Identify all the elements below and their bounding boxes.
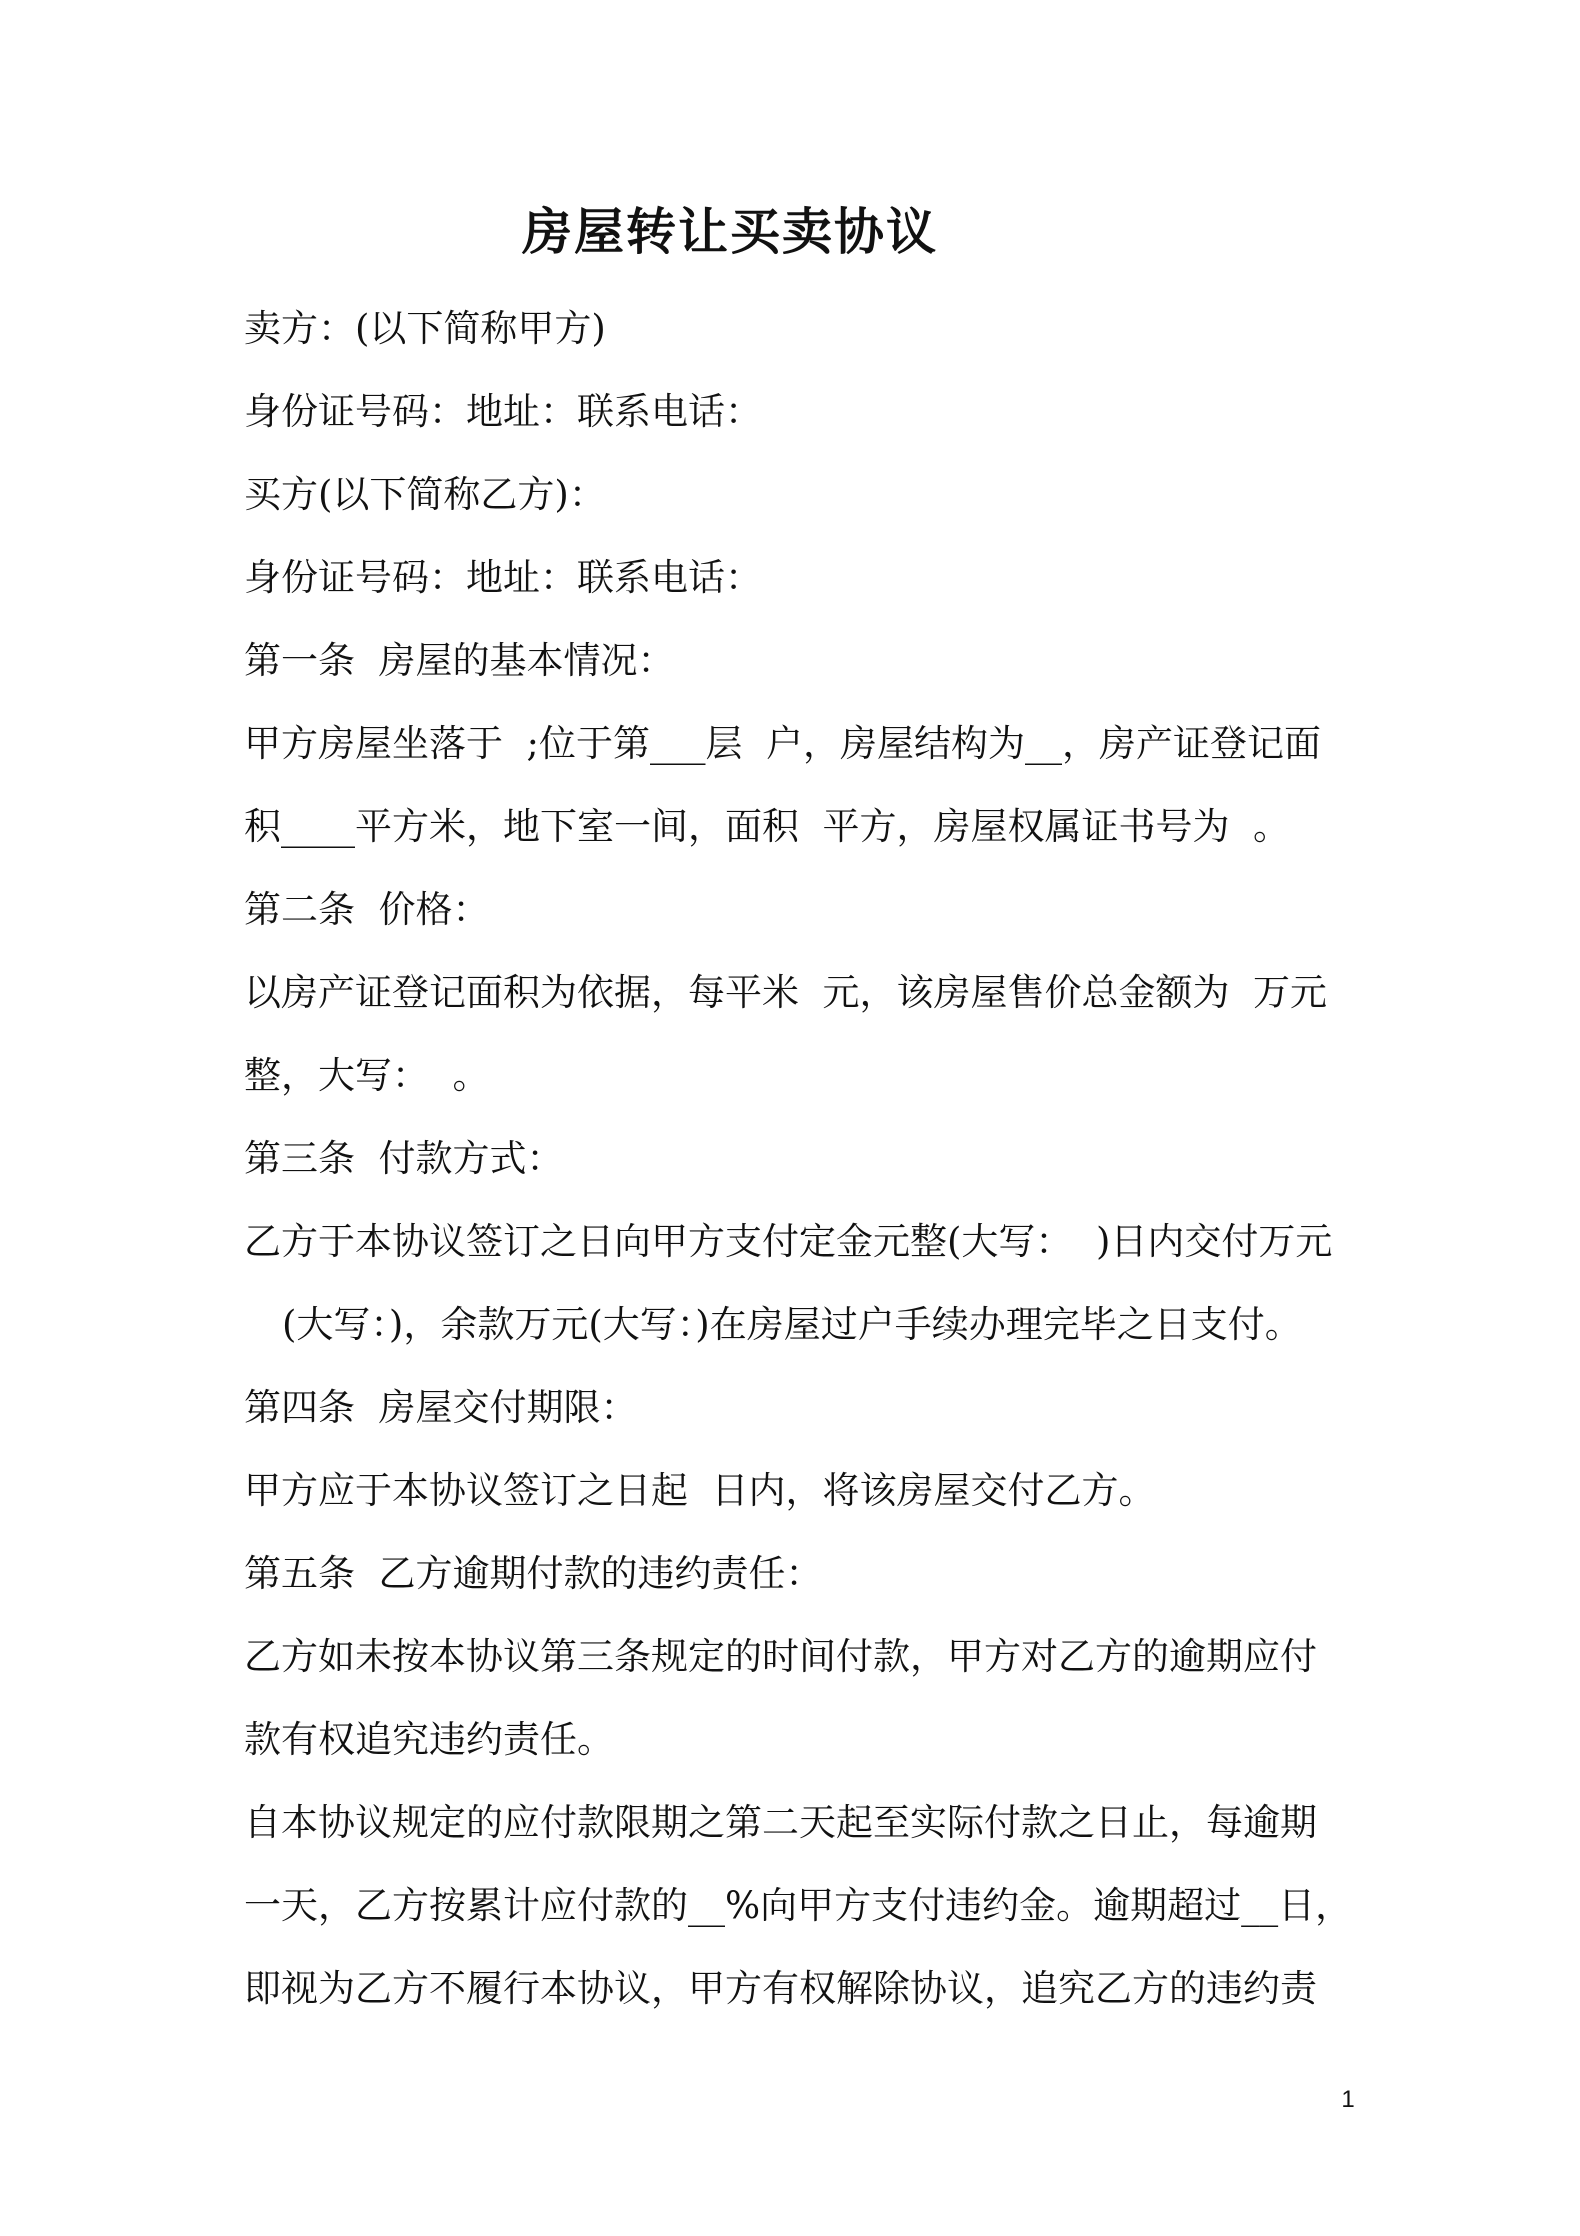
article-3-text-line-2: (大写：)，余款万元(大写：)在房屋过户手续办理完毕之日支付。	[282, 1303, 1302, 1346]
article-2-text-line-2: 整，大写： 。	[244, 1054, 490, 1097]
article-3-heading: 第三条 付款方式：	[244, 1137, 564, 1180]
article-2-text-line-1: 以房产证登记面积为依据，每平米 元，该房屋售价总金额为 万元	[244, 971, 1328, 1014]
document-body	[244, 287, 1354, 2030]
article-3-text-line-1: 乙方于本协议签订之日向甲方支付定金元整(大写： )日内交付万元	[244, 1220, 1333, 1263]
page-number: 1	[1341, 2086, 1355, 2113]
buyer-line: 买方(以下简称乙方)：	[244, 473, 606, 516]
article-1-text-line-2: 积____平方米，地下室一间，面积 平方，房屋权属证书号为 。	[244, 805, 1291, 848]
seller-line: 卖方：(以下简称甲方)	[244, 307, 606, 350]
article-4-heading: 第四条 房屋交付期限：	[244, 1386, 638, 1429]
article-2-heading: 第二条 价格：	[244, 888, 490, 931]
article-1-text-line-1: 甲方房屋坐落于 ;位于第___层 户，房屋结构为__，房产证登记面	[244, 722, 1322, 765]
article-4-text-line-1: 甲方应于本协议签订之日起 日内，将该房屋交付乙方。	[244, 1469, 1156, 1512]
document-title: 房屋转让买卖协议	[522, 202, 938, 261]
article-5-text-line-5: 即视为乙方不履行本协议，甲方有权解除协议，追究乙方的违约责	[244, 1967, 1317, 2010]
article-5-heading: 第五条 乙方逾期付款的违约责任：	[244, 1552, 823, 1595]
article-5-text-line-4: 一天，乙方按累计应付款的__%向甲方支付违约金。逾期超过__日，	[244, 1884, 1353, 1927]
buyer-id-address-phone-line: 身份证号码：地址：联系电话：	[244, 556, 762, 599]
article-5-text-line-2: 款有权追究违约责任。	[244, 1718, 614, 1761]
seller-id-address-phone-line: 身份证号码：地址：联系电话：	[244, 390, 762, 433]
article-5-text-line-1: 乙方如未按本协议第三条规定的时间付款，甲方对乙方的逾期应付	[244, 1635, 1317, 1678]
article-1-heading: 第一条 房屋的基本情况：	[244, 639, 675, 682]
article-5-text-line-3: 自本协议规定的应付款限期之第二天起至实际付款之日止，每逾期	[244, 1801, 1317, 1844]
